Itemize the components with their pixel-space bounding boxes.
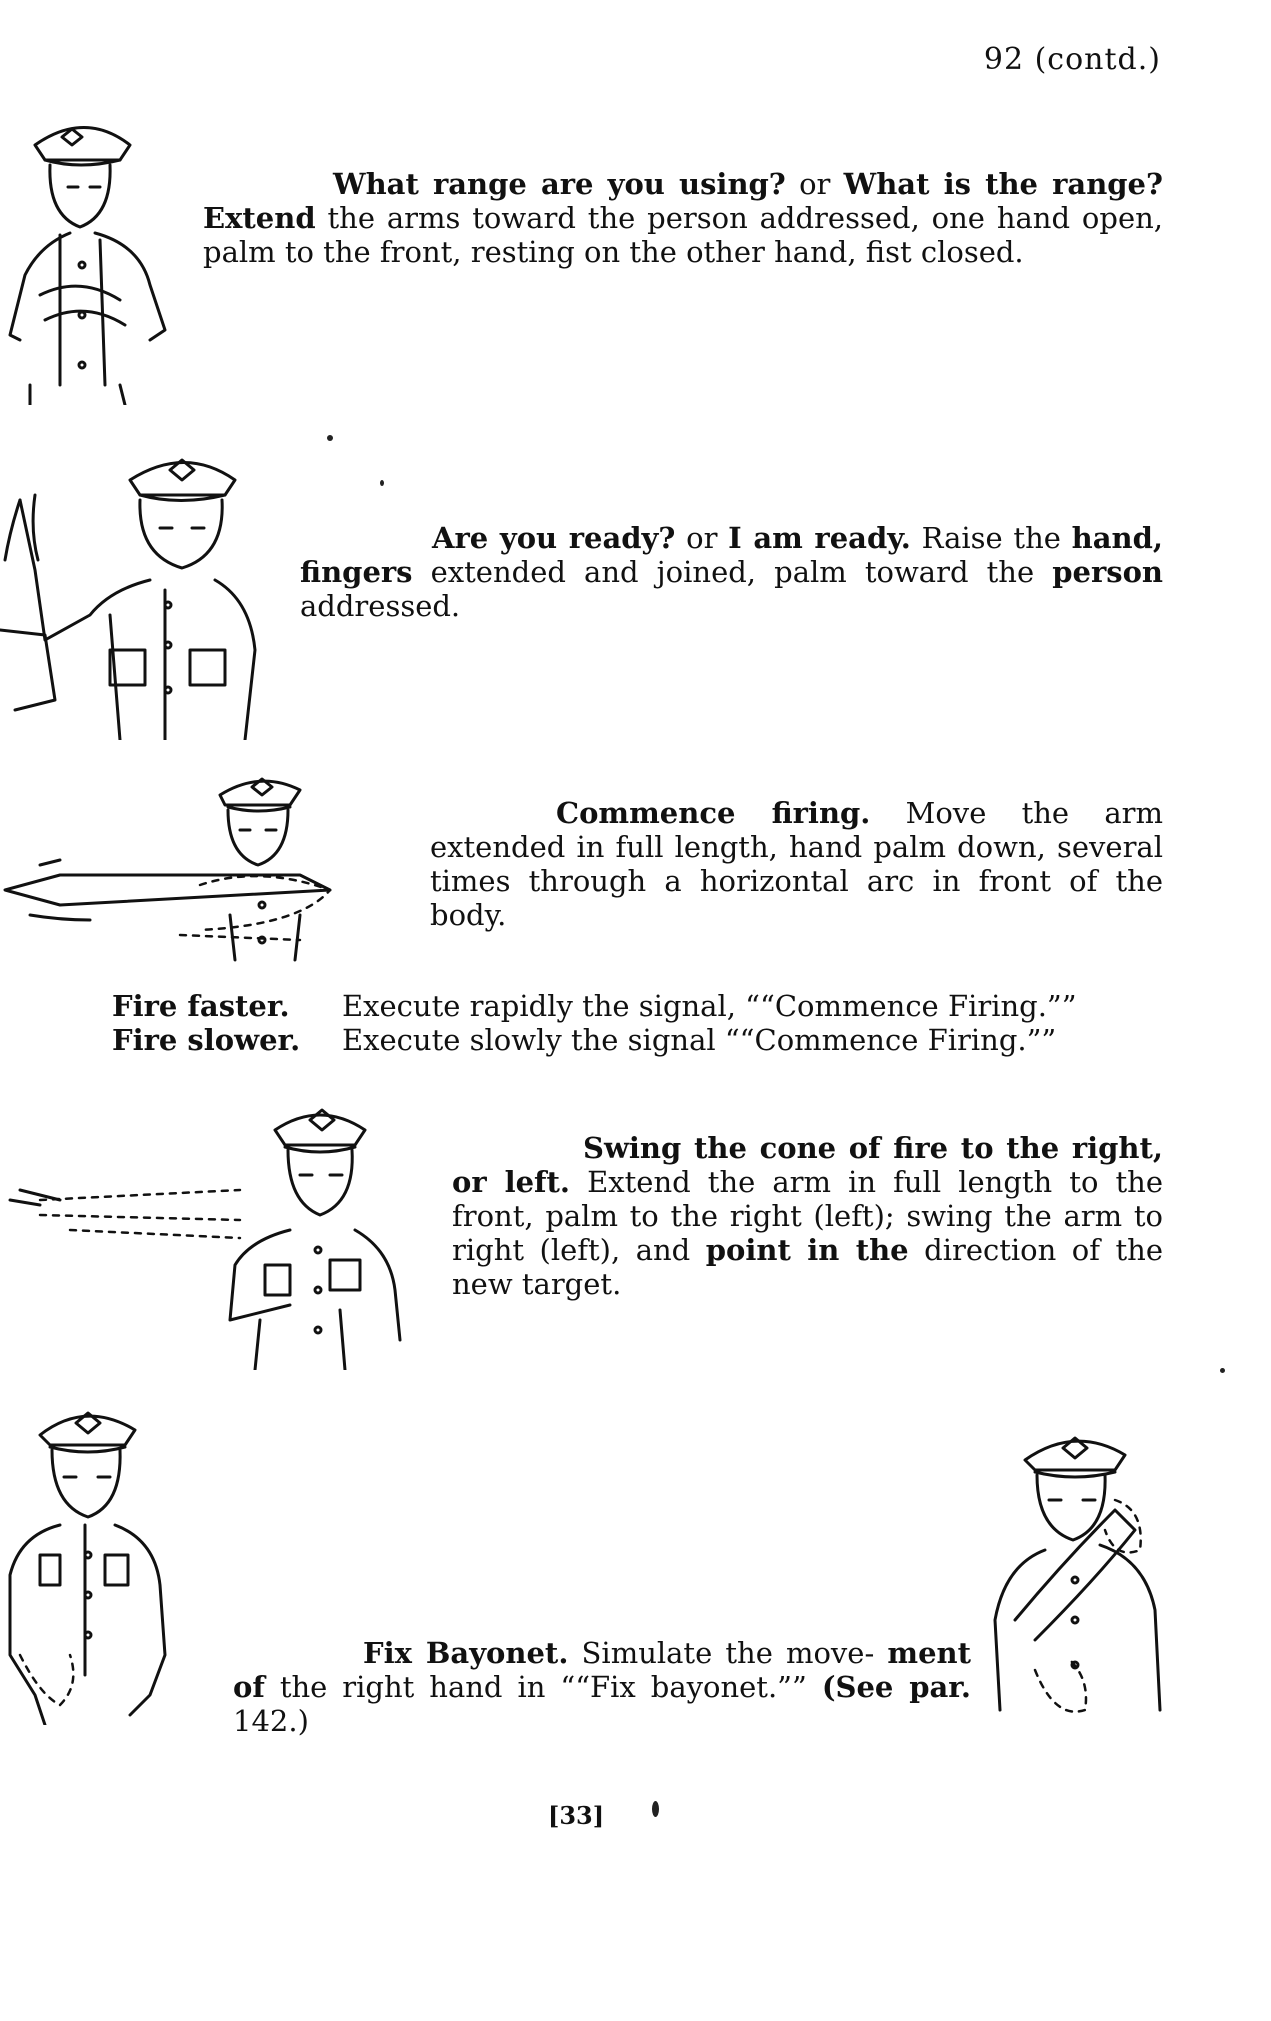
range-connector: or — [799, 167, 831, 201]
range-title-2: What is the range? — [843, 167, 1164, 201]
soldier-fix-bayonet-right-illustration — [975, 1420, 1175, 1730]
soldier-commence-firing-illustration — [0, 765, 400, 965]
ink-speck — [327, 435, 333, 441]
range-signal-text — [203, 167, 1163, 269]
soldier-fix-bayonet-right-drawing — [975, 1420, 1175, 1730]
soldier-swing-cone-illustration — [0, 1090, 420, 1370]
bayonet-bold-ment: ment — [887, 1636, 972, 1670]
swing-body: Extend the arm in full length to the front, palm to the right (left); swing the arm to right (left), and — [452, 1165, 1163, 1267]
fire-slower-label: Fire slower. — [112, 1023, 301, 1057]
ink-speck — [380, 480, 384, 486]
ready-body-c: addressed. — [300, 589, 461, 623]
fire-faster-row — [112, 989, 1077, 1023]
bayonet-bold-of: of — [233, 1670, 265, 1704]
ink-speck — [1220, 1368, 1225, 1373]
bayonet-ref: (See par. — [821, 1670, 972, 1704]
range-body-bold: Extend — [203, 201, 316, 235]
ready-signal-text — [300, 521, 1163, 623]
page-number: [33] — [548, 1801, 605, 1830]
soldier-swing-cone-drawing — [0, 1090, 420, 1370]
swing-signal-text — [452, 1131, 1163, 1301]
ready-bold-fingers: fingers — [300, 555, 413, 589]
fire-faster-label: Fire faster. — [112, 989, 290, 1023]
fire-slower-body: Execute slowly the signal ““Commence Firing.”” — [342, 1023, 1057, 1057]
ready-body-a: Raise the — [921, 521, 1061, 555]
ready-bold-hand: hand, — [1071, 521, 1164, 555]
commence-signal-text — [430, 796, 1163, 932]
ready-connector: or — [686, 521, 718, 555]
range-title: What range are you using? — [333, 167, 786, 201]
commence-body: Move the arm extended in full length, hand palm down, several times through a horizontal arc in front of the body. — [430, 796, 1163, 932]
ink-speck — [652, 1801, 659, 1817]
soldier-ready-illustration — [0, 440, 270, 740]
bayonet-body-a: Simulate the move- — [581, 1636, 875, 1670]
range-body: the arms toward the person addressed, one hand open, palm to the front, resting on the other hand, fist closed. — [203, 201, 1163, 269]
soldier-fix-bayonet-left-drawing — [0, 1395, 180, 1725]
swing-body-end: direction of the new target. — [452, 1233, 1163, 1301]
swing-body-bold: point in the — [705, 1233, 909, 1267]
soldier-ready-drawing — [0, 440, 270, 740]
bayonet-title: Fix Bayonet. — [363, 1636, 569, 1670]
page-reference: 92 (contd.) — [983, 42, 1161, 77]
swing-title: Swing the cone of fire to the right, — [583, 1131, 1163, 1165]
soldier-fix-bayonet-left-illustration — [0, 1395, 180, 1725]
ready-title: Are you ready? — [432, 521, 676, 555]
soldier-commence-firing-drawing — [0, 765, 400, 965]
bayonet-body-b: the right hand in ““Fix bayonet.”” — [279, 1670, 807, 1704]
swing-title-b: or left. — [452, 1165, 571, 1199]
ready-bold-person: person — [1052, 555, 1163, 589]
ready-body-b: extended and joined, palm toward the — [430, 555, 1035, 589]
fire-slower-row — [112, 1023, 1056, 1057]
fire-faster-body: Execute rapidly the signal, ““Commence Firing.”” — [342, 989, 1077, 1023]
commence-title: Commence firing. — [556, 796, 871, 830]
soldier-range-drawing — [0, 115, 180, 405]
ready-title-2: I am ready. — [728, 521, 911, 555]
soldier-range-illustration — [0, 115, 180, 405]
bayonet-signal-text — [233, 1636, 971, 1738]
bayonet-ref-num: 142.) — [233, 1704, 309, 1738]
